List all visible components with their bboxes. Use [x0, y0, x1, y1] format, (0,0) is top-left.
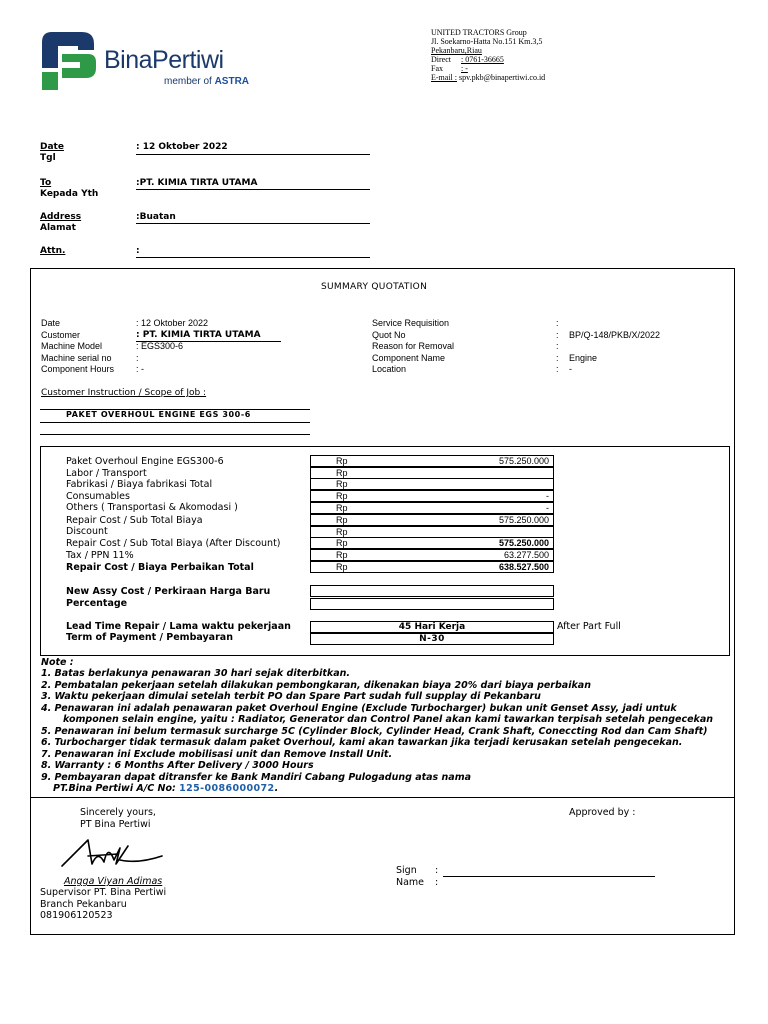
signer-name: Angga Viyan Adimas: [64, 876, 163, 887]
bank-account-line: [53, 783, 278, 794]
account-suffix: .: [274, 783, 279, 794]
currency: Rp: [336, 456, 348, 466]
scope-of-job-value: PAKET OVERHOUL ENGINE EGS 300-6: [66, 410, 251, 419]
payment-term-label: Term of Payment / Pembayaran: [66, 632, 233, 643]
colon: :: [556, 329, 559, 340]
direct-phone: : 0761-36665: [461, 55, 504, 64]
company-address-block: [431, 28, 545, 82]
amount: 575.250.000: [498, 515, 549, 525]
reason-removal-label: Reason for Removal: [372, 341, 455, 351]
fax-label: Fax: [431, 64, 443, 73]
percentage-label: Percentage: [66, 598, 128, 609]
service-requisition-label: Service Requisition: [372, 318, 450, 328]
note-3: 3. Waktu pekerjaan dimulai setelah terbit PO dan Spare Part sudah full supplay di Pekanbaru: [41, 691, 541, 702]
amount: 575.250.000: [498, 456, 549, 466]
summary-right-labels: [372, 318, 454, 376]
date-value: : 12 Oktober 2022: [136, 142, 228, 152]
cost-label-fabrikasi: Fabrikasi / Biaya fabrikasi Total: [66, 479, 213, 490]
company-address-line2: Pekanbaru,Riau: [431, 46, 482, 55]
summary-left-labels: [41, 318, 114, 376]
colon: :: [556, 352, 559, 363]
summary-right-colons: [556, 318, 559, 376]
payment-term-cell: [310, 633, 554, 645]
summary-serial-value: :: [136, 352, 139, 363]
sign-colon: :: [435, 865, 439, 876]
name-colon: :: [435, 877, 439, 888]
reason-removal-value: [569, 341, 660, 353]
colon: :: [556, 364, 559, 374]
summary-customer-value: : PT. KIMIA TIRTA UTAMA: [136, 329, 261, 340]
address-value: :Buatan: [136, 212, 176, 222]
cost-label-consumables: Consumables: [66, 491, 130, 502]
amount: 63.277.500: [503, 550, 549, 560]
currency: Rp: [336, 468, 348, 478]
cost-label-labor: Labor / Transport: [66, 468, 147, 479]
account-number: 125-0086000072: [179, 783, 275, 794]
currency: Rp: [336, 491, 348, 501]
summary-title: SUMMARY QUOTATION: [321, 282, 428, 292]
handwritten-signature-icon: [58, 834, 168, 876]
new-assy-cell: [310, 585, 554, 597]
currency: Rp: [336, 562, 348, 572]
cost-cell-after-discount: [310, 537, 554, 549]
email-value[interactable]: spv.pkb@binapertiwi.co.id: [459, 73, 546, 82]
note-8: 8. Warranty : 6 Months After Delivery / 3000 Hours: [41, 760, 314, 771]
location-label: Location: [372, 364, 407, 374]
name-label: Name: [396, 877, 425, 888]
to-sublabel: Kepada Yth: [40, 189, 99, 199]
to-value: :PT. KIMIA TIRTA UTAMA: [136, 178, 258, 188]
signer-position: Supervisor PT. Bina Pertiwi: [40, 887, 167, 898]
note-4: 4. Penawaran ini adalah penawaran paket Overhoul Engine (Exclude Turbocharger) bukan unit Genset Assy, jadi untuk: [41, 703, 677, 714]
colon: :: [556, 341, 559, 351]
currency: Rp: [336, 515, 348, 525]
summary-customer-label: Customer: [41, 329, 81, 340]
date-label: Date: [40, 142, 64, 152]
company-name: UNITED TRACTORS Group: [431, 28, 527, 37]
binapertiwi-logo-icon: [38, 28, 100, 94]
lead-time-label: Lead Time Repair / Lama waktu pekerjaan: [66, 621, 291, 632]
cost-cell-others: [310, 502, 554, 514]
sign-label: Sign: [396, 865, 417, 876]
note-5: 5. Penawaran ini belum termasuk surcharge 5C (Cylinder Block, Cylinder Head, Crank Shaft, Coneccting Rod dan Cam Shaft): [41, 726, 708, 737]
tagline-prefix: member of: [164, 76, 212, 87]
note-9: 9. Pembayaran dapat ditransfer ke Bank Mandiri Cabang Pulogadung atas nama: [41, 772, 472, 783]
company-logo: [38, 28, 268, 98]
summary-date-value: : 12 Oktober 2022: [136, 318, 209, 328]
to-label: To: [40, 178, 52, 188]
summary-right-values: [569, 318, 660, 376]
new-assy-label: New Assy Cost / Perkiraan Harga Baru: [66, 586, 271, 597]
lead-time-cell: [310, 621, 554, 633]
amount: 638.527.500: [498, 562, 549, 572]
component-name-label: Component Name: [372, 352, 446, 363]
cost-cell-subtotal: [310, 514, 554, 526]
note-2: 2. Pembatalan pekerjaan setelah dilakukan pembongkaran, dikenakan biaya 20% dari biaya perbaikan: [41, 680, 591, 691]
payment-term-value: N-30: [419, 634, 445, 644]
address-sublabel: Alamat: [40, 223, 76, 233]
cost-cell-consumables: [310, 490, 554, 502]
cost-label-discount: Discount: [66, 526, 108, 537]
summary-machine-model-value: : EGS300-6: [136, 341, 184, 351]
address-label: Address: [40, 212, 82, 222]
approved-by-label: Approved by :: [569, 807, 636, 818]
note-7: 7. Penawaran ini Exclude mobilisasi unit dan Remove Install Unit.: [41, 749, 393, 760]
amount: -: [546, 491, 549, 501]
brand-tagline: [164, 76, 249, 87]
summary-hours-value: : -: [136, 364, 144, 374]
signature-company: PT Bina Pertiwi: [80, 819, 151, 830]
amount: -: [546, 503, 549, 513]
company-address-line1: Jl. Soekarno-Hatta No.151 Km.3,5: [431, 37, 543, 46]
direct-label: Direct: [431, 55, 451, 64]
notes-title: Note :: [41, 657, 74, 668]
cost-label-paket: Paket Overhoul Engine EGS300-6: [66, 456, 224, 467]
date-sublabel: Tgl: [40, 153, 56, 163]
component-name-value: Engine: [569, 352, 598, 363]
cost-label-after-discount: Repair Cost / Sub Total Biaya (After Discount): [66, 538, 281, 549]
lead-time-value: 45 Hari Kerja: [398, 622, 466, 632]
account-prefix: PT.Bina Pertiwi A/C No:: [53, 783, 176, 794]
currency: Rp: [336, 503, 348, 513]
note-1: 1. Batas berlakunya penawaran 30 hari sejak diterbitkan.: [41, 668, 350, 679]
note-4-continued: komponen selain engine, yaitu : Radiator, Generator dan Control Panel akan kami tawarkan terpisah setelah pengecekan: [63, 714, 714, 725]
attn-value: :: [136, 246, 140, 256]
summary-left-values: [136, 318, 261, 376]
quot-no-label: Quot No: [372, 329, 406, 340]
brand-name: BinaPertiwi: [104, 46, 224, 74]
customer-instruction-label: Customer Instruction / Scope of Job :: [41, 388, 207, 398]
cost-label-total: Repair Cost / Biaya Perbaikan Total: [66, 562, 254, 573]
summary-serial-label: Machine serial no: [41, 352, 112, 363]
summary-machine-model-label: Machine Model: [41, 341, 103, 351]
percentage-cell: [310, 598, 554, 610]
cost-label-others: Others ( Transportasi & Akomodasi ): [66, 502, 238, 513]
amount: 575.250.000: [498, 538, 549, 548]
location-value: -: [569, 364, 572, 374]
signer-phone: 081906120523: [40, 910, 113, 921]
cost-cell-fabrikasi: [310, 478, 554, 490]
cost-cell-total: [310, 561, 554, 573]
note-6: 6. Turbocharger tidak termasuk dalam paket Overhoul, kami akan tawarkan jika terjadi kerusakan setelah pengecekan.: [41, 737, 683, 748]
signer-branch: Branch Pekanbaru: [40, 899, 127, 910]
currency: Rp: [336, 479, 348, 489]
cost-label-subtotal: Repair Cost / Sub Total Biaya: [66, 515, 203, 526]
cost-cell-paket: [310, 455, 554, 467]
currency: Rp: [336, 550, 348, 560]
cost-label-tax: Tax / PPN 11%: [66, 550, 134, 561]
fax-value: : -: [461, 64, 468, 73]
colon: :: [556, 318, 559, 328]
cost-cell-tax: [310, 549, 554, 561]
summary-date-label: Date: [41, 318, 61, 328]
attn-label: Attn.: [40, 246, 66, 256]
sincerely-text: Sincerely yours,: [80, 807, 156, 818]
currency: Rp: [336, 527, 348, 537]
service-requisition-value: [569, 318, 660, 330]
currency: Rp: [336, 538, 348, 548]
after-part-full: After Part Full: [557, 621, 621, 632]
email-label: E-mail :: [431, 73, 457, 82]
tagline-astra: ASTRA: [214, 76, 250, 87]
quot-no-value: BP/Q-148/PKB/X/2022: [569, 329, 661, 340]
summary-hours-label: Component Hours: [41, 364, 115, 374]
